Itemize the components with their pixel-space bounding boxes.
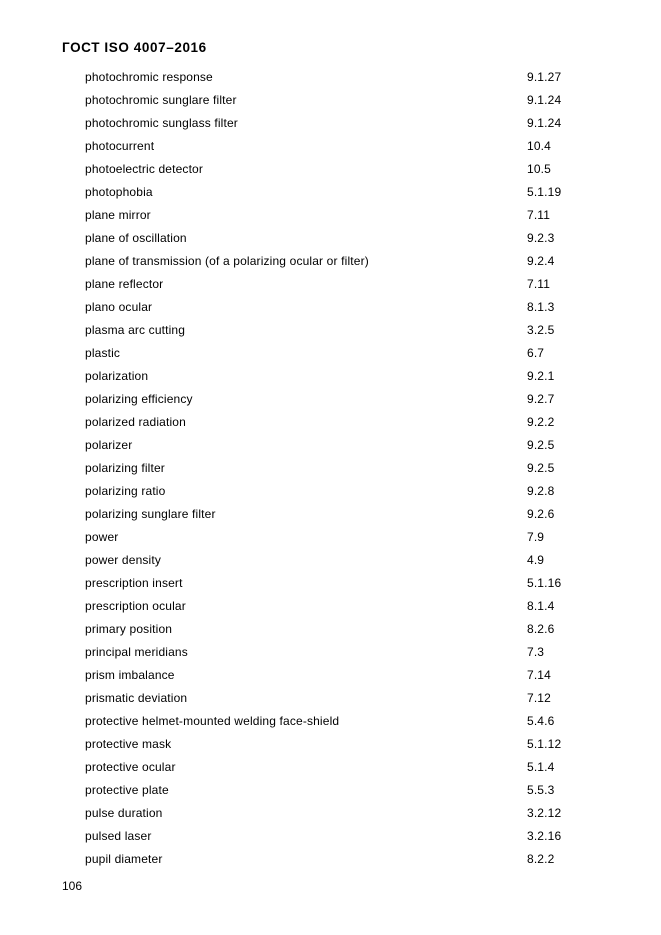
index-term: polarizing efficiency: [85, 392, 193, 406]
index-reference: 6.7: [527, 346, 545, 360]
index-reference: 3.2.12: [527, 806, 562, 820]
index-reference: 9.2.5: [527, 461, 555, 475]
index-entry: [85, 805, 585, 828]
index-reference: 9.2.7: [527, 392, 555, 406]
index-reference: 9.1.24: [527, 93, 562, 107]
index-entry: [85, 851, 585, 874]
index-entry: [85, 345, 585, 368]
index-reference: 5.1.12: [527, 737, 562, 751]
index-reference: 3.2.5: [527, 323, 555, 337]
index-reference: 4.9: [527, 553, 545, 567]
index-term: pupil diameter: [85, 852, 163, 866]
index-term: polarizer: [85, 438, 133, 452]
index-entry: [85, 644, 585, 667]
index-reference: 5.1.19: [527, 185, 562, 199]
index-reference: 9.2.6: [527, 507, 555, 521]
document-header: ГОСТ ISO 4007–2016: [62, 40, 207, 55]
index-term: plastic: [85, 346, 121, 360]
index-reference: 9.2.4: [527, 254, 555, 268]
index-reference: 9.2.2: [527, 415, 555, 429]
index-entry: [85, 115, 585, 138]
index-reference: 9.1.24: [527, 116, 562, 130]
index-entry: [85, 138, 585, 161]
index-term: prism imbalance: [85, 668, 175, 682]
index-term: protective plate: [85, 783, 169, 797]
index-term: prismatic deviation: [85, 691, 188, 705]
index-entry-list: [85, 69, 585, 874]
index-entry: [85, 575, 585, 598]
index-reference: 7.14: [527, 668, 551, 682]
index-entry: [85, 437, 585, 460]
index-reference: 3.2.16: [527, 829, 562, 843]
index-term: plane reflector: [85, 277, 164, 291]
index-entry: [85, 230, 585, 253]
index-term: photocurrent: [85, 139, 155, 153]
index-reference: 10.5: [527, 162, 551, 176]
index-entry: [85, 161, 585, 184]
index-term: pulsed laser: [85, 829, 152, 843]
index-term: polarizing sunglare filter: [85, 507, 216, 521]
index-term: principal meridians: [85, 645, 188, 659]
index-entry: [85, 299, 585, 322]
index-term: polarizing ratio: [85, 484, 166, 498]
index-reference: 8.1.3: [527, 300, 555, 314]
index-entry: [85, 184, 585, 207]
index-reference: 8.2.6: [527, 622, 555, 636]
index-term: protective helmet-mounted welding face-shield: [85, 714, 340, 728]
index-entry: [85, 621, 585, 644]
index-entry: [85, 414, 585, 437]
index-reference: 5.5.3: [527, 783, 555, 797]
index-entry: [85, 506, 585, 529]
page-number: 106: [62, 879, 83, 893]
index-term: power: [85, 530, 119, 544]
index-reference: 8.2.2: [527, 852, 555, 866]
index-term: polarized radiation: [85, 415, 186, 429]
index-term: protective mask: [85, 737, 172, 751]
index-term: prescription insert: [85, 576, 183, 590]
index-entry: [85, 759, 585, 782]
index-reference: 5.1.4: [527, 760, 555, 774]
index-entry: [85, 276, 585, 299]
index-term: primary position: [85, 622, 173, 636]
index-reference: 9.1.27: [527, 70, 562, 84]
index-entry: [85, 368, 585, 391]
index-reference: 5.4.6: [527, 714, 555, 728]
index-entry: [85, 92, 585, 115]
index-reference: 7.12: [527, 691, 551, 705]
index-entry: [85, 690, 585, 713]
index-term: plane mirror: [85, 208, 151, 222]
index-term: protective ocular: [85, 760, 176, 774]
index-reference: 7.9: [527, 530, 545, 544]
index-entry: [85, 253, 585, 276]
index-term: photochromic sunglare filter: [85, 93, 237, 107]
index-reference: 7.3: [527, 645, 545, 659]
index-reference: 9.2.8: [527, 484, 555, 498]
index-entry: [85, 391, 585, 414]
index-term: plane of transmission (of a polarizing ocular or filter): [85, 254, 369, 268]
index-entry: [85, 460, 585, 483]
index-entry: [85, 782, 585, 805]
index-term: photophobia: [85, 185, 153, 199]
index-entry: [85, 322, 585, 345]
index-term: prescription ocular: [85, 599, 186, 613]
index-term: photochromic sunglass filter: [85, 116, 238, 130]
index-reference: 10.4: [527, 139, 551, 153]
index-term: plasma arc cutting: [85, 323, 186, 337]
index-term: photoelectric detector: [85, 162, 204, 176]
index-reference: 7.11: [527, 277, 551, 291]
index-entry: [85, 736, 585, 759]
index-term: polarizing filter: [85, 461, 165, 475]
index-entry: [85, 713, 585, 736]
index-term: plane of oscillation: [85, 231, 187, 245]
index-term: polarization: [85, 369, 149, 383]
index-reference: 9.2.1: [527, 369, 555, 383]
index-reference: 7.11: [527, 208, 551, 222]
index-entry: [85, 667, 585, 690]
index-term: photochromic response: [85, 70, 213, 84]
index-term: power density: [85, 553, 161, 567]
index-entry: [85, 598, 585, 621]
index-reference: 5.1.16: [527, 576, 562, 590]
index-entry: [85, 483, 585, 506]
index-reference: 8.1.4: [527, 599, 555, 613]
index-entry: [85, 828, 585, 851]
index-term: plano ocular: [85, 300, 153, 314]
index-reference: 9.2.3: [527, 231, 555, 245]
index-entry: [85, 207, 585, 230]
index-entry: [85, 69, 585, 92]
index-reference: 9.2.5: [527, 438, 555, 452]
index-entry: [85, 552, 585, 575]
index-entry: [85, 529, 585, 552]
index-term: pulse duration: [85, 806, 163, 820]
